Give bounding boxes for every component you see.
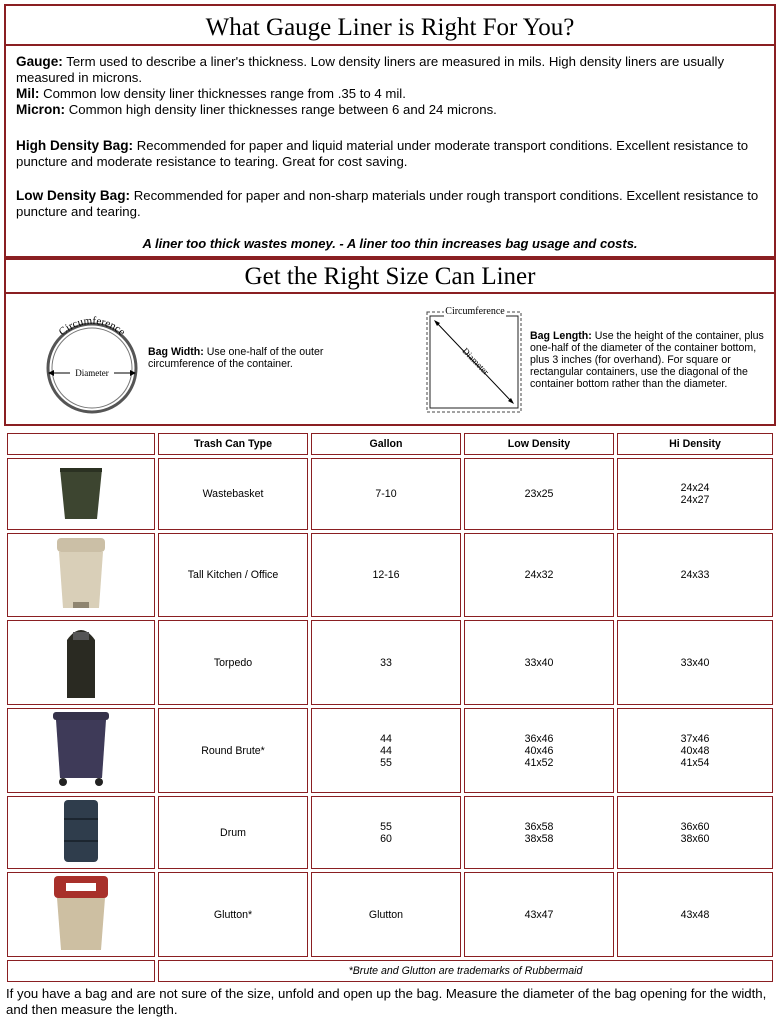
low-density-value: 41x52 [524,756,554,769]
gallon-value: 33 [380,656,392,669]
hi-density-cell [617,796,773,869]
low-density-value: 36x46 [524,732,554,745]
hi-density-value: 33x40 [680,656,710,669]
hi-density-value: 43x48 [680,908,710,921]
square-circumference-label: Circumference [445,306,505,317]
hi-density-value: 38x60 [680,832,710,845]
low-density-cell [464,708,614,793]
round-brute-can-icon [7,708,155,793]
table-row [7,533,773,617]
square-diagram-icon [422,302,528,418]
gallon-value: 55 [380,756,392,769]
gauge-term: Gauge: [16,54,63,69]
size-diagram-panel [4,292,776,426]
gallon-cell [311,872,461,957]
bag-width-note [148,346,368,370]
low-density-cell [464,533,614,617]
hd-text: Recommended for paper and liquid material under moderate transport conditions. Excellent resistance to puncture and moderate resistance to tearing. Great for cost saving. [16,138,749,169]
gallon-cell [311,708,461,793]
low-density-value: 40x46 [524,744,554,757]
gallon-value: 55 [380,820,392,833]
gallon-value: 60 [380,832,392,845]
gallon-value: 7-10 [375,488,397,500]
header-gallon: Gallon [311,433,461,455]
gallon-cell [311,458,461,530]
gallon-cell [311,533,461,617]
size-title-banner [4,258,776,294]
tagline: A liner too thick wastes money. - A liner too thin increases bag usage and costs. [142,236,638,251]
table-header-row [7,433,773,455]
low-density-value: 43x47 [524,908,554,921]
low-density-cell [464,796,614,869]
drum-can-icon [7,796,155,869]
square-diameter-label: Diameter [460,345,491,377]
micron-text: Common high density liner thicknesses range between 6 and 24 microns. [65,102,497,117]
low-density-cell [464,458,614,530]
header-image [7,433,155,455]
hi-density-cell [617,533,773,617]
gallon-value: 44 [380,744,392,757]
type-cell: Tall Kitchen / Office [158,533,308,617]
table-row [7,620,773,705]
high-density-definition [16,138,766,170]
tall-kitchen-can-icon [7,533,155,617]
bag-width-text: Use one-half of the outer circumference of the container. [148,346,324,370]
hi-density-cell [617,458,773,530]
trademark-footnote: *Brute and Glutton are trademarks of Rubbermaid [158,960,773,982]
hi-density-value: 24x24 [680,482,710,494]
hi-density-value: 24x27 [680,494,710,506]
mil-term: Mil: [16,86,40,101]
hi-density-value: 37x46 [680,732,710,745]
type-cell: Drum [158,796,308,869]
hi-density-value: 40x48 [680,744,710,757]
low-density-value: 24x32 [524,569,554,581]
low-density-value: 38x58 [524,832,554,845]
size-title: Get the Right Size Can Liner [244,263,536,290]
gauge-info-panel [4,44,776,258]
table-row [7,458,773,530]
footnote-spacer [7,960,155,982]
can-liner-size-table [4,430,776,985]
low-density-definition [16,188,766,220]
type-cell: Glutton* [158,872,308,957]
circle-diameter-label: Diameter [75,368,109,378]
header-type: Trash Can Type [158,433,308,455]
torpedo-can-icon [7,620,155,705]
glutton-can-icon [7,872,155,957]
gallon-value: 12-16 [372,569,400,581]
type-cell: Torpedo [158,620,308,705]
low-density-cell [464,620,614,705]
page-title: What Gauge Liner is Right For You? [205,14,575,41]
ld-term: Low Density Bag: [16,188,131,203]
footer-instructions: If you have a bag and are not sure of the size, unfold and open up the bag. Measure the diameter of the bag opening for the width, and then measure the length. [6,986,767,1017]
gallon-cell [311,620,461,705]
svg-text:Circumference [57,315,128,339]
low-density-cell [464,872,614,957]
gallon-value: Glutton [368,908,404,921]
low-density-value: 36x58 [524,820,554,833]
header-hi-density: Hi Density [617,433,773,455]
micron-term: Micron: [16,102,66,117]
table-footnote-row [7,960,773,982]
hi-density-value: 41x54 [680,756,710,769]
bag-length-term: Bag Length: [530,330,592,342]
bag-length-text: Use the height of the container, plus one-half of the diameter of the container bottom, plus 3 inches (for overhand). For square or rectangular containers, use the diagonal of the container bottom rather than the diameter. [530,330,764,390]
low-density-value: 33x40 [524,656,554,669]
hd-term: High Density Bag: [16,138,134,153]
hi-density-cell [617,872,773,957]
wastebasket-icon [7,458,155,530]
bag-length-note [530,330,770,390]
bag-width-term: Bag Width: [148,346,204,358]
table-row [7,708,773,793]
gauge-definition [16,54,766,118]
gallon-value: 44 [380,732,392,745]
hi-density-value: 36x60 [680,820,710,833]
hi-density-cell [617,708,773,793]
header-low-density: Low Density [464,433,614,455]
type-cell: Wastebasket [158,458,308,530]
ld-text: Recommended for paper and non-sharp materials under rough transport conditions. Excellent resistance to puncture and tearing. [16,188,759,219]
mil-text: Common low density liner thicknesses range from .35 to 4 mil. [39,86,406,101]
gallon-cell [311,796,461,869]
circle-diagram-icon [36,308,146,416]
table-row [7,872,773,957]
hi-density-value: 24x33 [680,569,710,581]
table-row [7,796,773,869]
hi-density-cell [617,620,773,705]
circle-circumference-label: Circumference [56,314,128,339]
gauge-text: Term used to describe a liner's thickness. Low density liners are measured in mils. High density liners are usually measured in microns. [16,54,725,85]
type-cell: Round Brute* [158,708,308,793]
low-density-value: 23x25 [524,488,554,500]
